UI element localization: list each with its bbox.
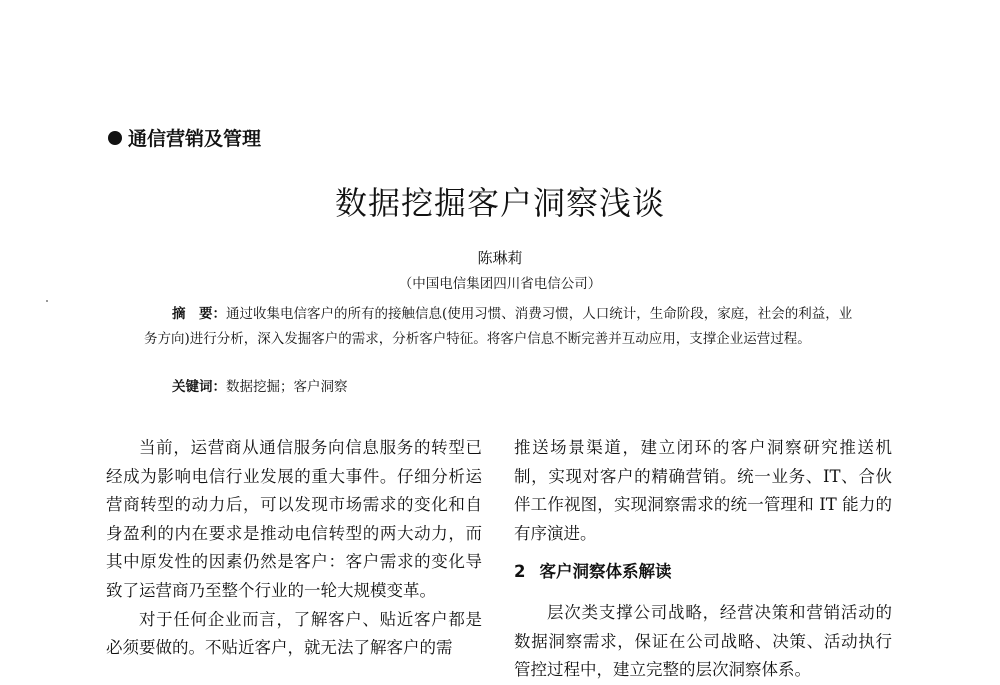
author-name: 陈琳莉 xyxy=(477,249,523,267)
author-affiliation: （中国电信集团四川省电信公司） xyxy=(398,276,602,292)
section-heading-text: 客户洞察体系解读 xyxy=(539,562,672,582)
body-paragraph: 对于任何企业而言，了解客户、贴近客户都是必须要做的。不贴近客户，就无法了解客户的需 xyxy=(106,609,482,658)
body-paragraph: 当前，运营商从通信服务向信息服务的转型已经成为影响电信行业发展的重大事件。仔细分析运营商转型的动力后，可以发现市场需求的变化和自身盈利的内在要求是推动电信转型的两大动力，而其中原发性的因素仍然是客户：客户需求的变化导致了运营商乃至整个行业的一轮大规模变革。 xyxy=(106,438,482,600)
section-heading-number: 2 xyxy=(514,562,526,582)
section-label: 通信营销及管理 xyxy=(128,128,262,150)
abstract xyxy=(144,302,860,352)
keywords-text: 数据挖掘；客户洞察 xyxy=(226,379,348,395)
body-paragraph: 推送场景渠道，建立闭环的客户洞察研究推送机制，实现对客户的精确营销。统一业务、IT、合伙伴工作视图，实现洞察需求的统一管理和 IT 能力的有序演进。 xyxy=(514,438,892,543)
body-paragraph: 层次类支撑公司战略，经营决策和营销活动的数据洞察需求，保证在公司战略、决策、活动执行管控过程中，建立完整的层次洞察体系。 xyxy=(514,602,892,680)
body-column-right xyxy=(514,434,892,685)
scan-mark xyxy=(46,300,48,302)
section-header xyxy=(108,124,261,151)
body-column-left xyxy=(106,434,482,663)
section-heading xyxy=(514,558,892,587)
article-title: 数据挖掘客户洞察浅谈 xyxy=(334,184,665,222)
abstract-label: 摘 要： xyxy=(172,306,226,322)
bullet-icon xyxy=(108,131,122,145)
keywords-label: 关键词： xyxy=(172,379,226,395)
keywords xyxy=(172,377,348,397)
abstract-text: 通过收集电信客户的所有的接触信息(使用习惯、消费习惯，人口统计，生命阶段，家庭，社会的利益，业务方向)进行分析，深入发掘客户的需求，分析客户特征。将客户信息不断完善并互动应用，支撑企业运营过程。 xyxy=(144,306,853,347)
